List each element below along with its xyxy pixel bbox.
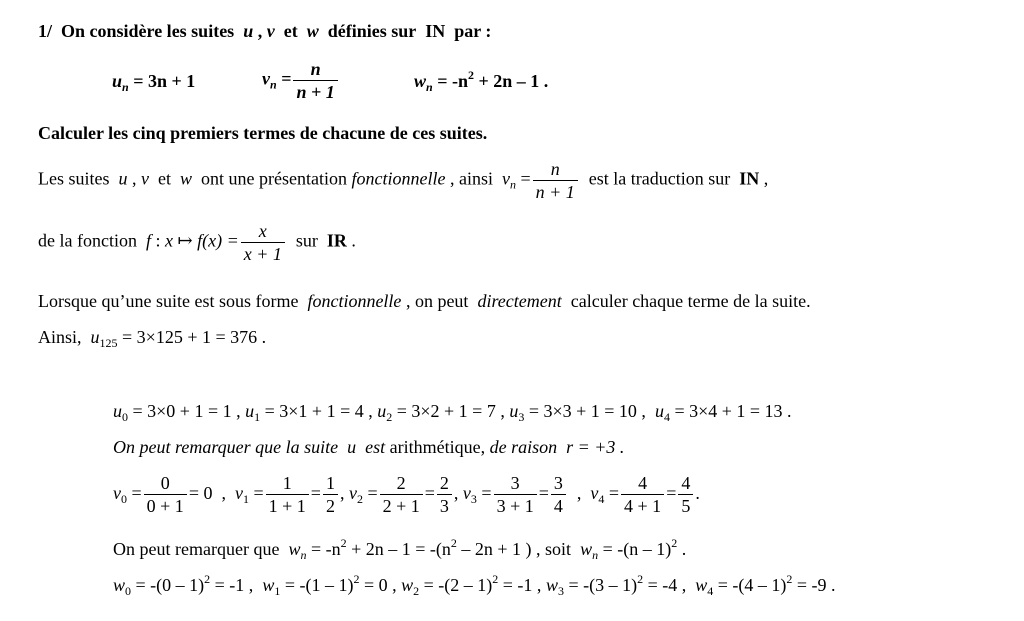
frac-num: x xyxy=(258,221,267,241)
w-rhs-1: = -n xyxy=(437,71,468,91)
emphasis: directement xyxy=(477,291,562,311)
w-definition xyxy=(414,70,548,92)
fraction xyxy=(266,472,309,517)
separator: . xyxy=(695,482,700,503)
frac-num: 0 xyxy=(160,473,170,493)
definitions-row xyxy=(112,70,195,92)
expr: = -(1 – 1) xyxy=(284,575,354,595)
u-term: $u_3 = 3\times 3 + 1 = 10$ , xyxy=(509,401,646,424)
result: = 0 xyxy=(188,482,213,503)
text: , on peut xyxy=(405,291,469,311)
frac-num: 4 xyxy=(681,473,691,493)
u-term: $u_0 = 3\times 0 + 1 = 1$ , xyxy=(113,401,241,424)
frac-den: 4 xyxy=(551,494,566,517)
rhs: = 3×125 + 1 = 376 . xyxy=(122,327,267,347)
u-definition xyxy=(112,71,196,94)
rhs: = 3×0 + 1 = 1 , xyxy=(132,401,241,421)
expr: = -(4 – 1) xyxy=(717,575,787,595)
comma: , xyxy=(132,168,137,189)
frac-num: 3 xyxy=(510,473,520,493)
result: = -9 . xyxy=(796,575,836,595)
expr: – 2n + 1 ) , soit xyxy=(461,539,572,559)
fraction xyxy=(494,472,537,517)
u-symbol: u xyxy=(112,71,123,91)
var-w: w xyxy=(180,168,193,189)
index: 0 xyxy=(125,584,132,598)
result: = 0 , xyxy=(363,575,397,595)
text: On peut remarquer que la suite xyxy=(113,437,339,457)
emphasis: fonctionnelle xyxy=(351,168,446,189)
result: = -1 , xyxy=(214,575,254,595)
w-term: $w_0 = -(0 - 1)^2 = -1$ , xyxy=(113,572,254,598)
frac-den: n + 1 xyxy=(533,180,578,203)
rhs: = 3×2 + 1 = 7 , xyxy=(396,401,505,421)
v-term: $v_3$ = $\frac{3}{3 + 1}$ = $\frac{3}{4}$ , xyxy=(462,473,582,516)
var-w: w xyxy=(306,21,319,41)
word-et: et xyxy=(283,21,298,41)
u-symbol: u xyxy=(90,327,100,347)
w-term: $w_2 = -(2 - 1)^2 = -1$ , xyxy=(401,572,542,598)
fraction xyxy=(551,472,566,517)
v-term: $v_4$ = $\frac{4}{4 + 1}$ = $\frac{4}{5}$ . xyxy=(590,473,700,516)
text: de la fonction xyxy=(38,230,137,251)
colon: : xyxy=(155,230,161,251)
text: On peut remarquer que xyxy=(113,539,280,559)
expr: = -(3 – 1) xyxy=(568,575,638,595)
index: 125 xyxy=(99,336,118,350)
comma: , xyxy=(257,21,263,41)
text: , ainsi xyxy=(449,168,493,189)
frac-num: 1 xyxy=(282,473,292,493)
fraction xyxy=(437,472,452,517)
index: 1 xyxy=(274,584,281,598)
frac-den: 3 xyxy=(437,494,452,517)
index: 4 xyxy=(707,584,714,598)
index: 2 xyxy=(386,410,393,424)
period: . xyxy=(681,539,687,559)
var-x: x xyxy=(165,230,173,251)
frac-num: n xyxy=(550,159,560,179)
text: Ainsi, xyxy=(38,327,82,347)
w-remark xyxy=(113,538,686,560)
expr: = -(2 – 1) xyxy=(423,575,493,595)
u-term: $u_2 = 3\times 2 + 1 = 7$ , xyxy=(377,401,505,424)
rhs: = 3×3 + 1 = 10 , xyxy=(528,401,646,421)
frac-den: n + 1 xyxy=(293,80,337,103)
frac-den: 2 xyxy=(323,494,338,517)
text: est xyxy=(365,437,386,457)
separator: , xyxy=(221,482,226,503)
w-terms-row xyxy=(113,574,836,596)
index: 4 xyxy=(663,410,670,424)
frac-num: 2 xyxy=(396,473,406,493)
index-n: n xyxy=(122,80,129,94)
u-terms-row xyxy=(113,400,792,422)
word-et: et xyxy=(158,168,171,189)
text: Les suites xyxy=(38,168,110,189)
frac-num: 3 xyxy=(553,473,563,493)
var-u: u xyxy=(118,168,128,189)
index: 4 xyxy=(598,491,605,506)
text: arithmétique, xyxy=(389,437,486,457)
v-fraction xyxy=(293,58,337,103)
rhs: = 3×1 + 1 = 4 , xyxy=(264,401,373,421)
fraction xyxy=(144,472,187,517)
index-n: n xyxy=(270,77,277,92)
var-f: f xyxy=(145,230,151,251)
result: = -4 , xyxy=(647,575,687,595)
paragraph-function xyxy=(38,220,356,265)
w-symbol: w xyxy=(414,71,427,91)
fraction xyxy=(621,472,664,517)
heading-text-2: définies sur xyxy=(327,21,417,41)
exponent: 2 xyxy=(340,536,347,550)
w-symbol: w xyxy=(580,539,593,559)
index-n: n xyxy=(426,80,433,94)
exercise-heading xyxy=(38,20,491,42)
expr: = -(n – 1) xyxy=(602,539,672,559)
paragraph-functional xyxy=(38,158,768,203)
w-symbol: w xyxy=(288,539,301,559)
index: 3 xyxy=(557,584,564,598)
period: . xyxy=(351,230,356,251)
frac-num: n xyxy=(310,59,321,79)
separator: , xyxy=(576,482,582,503)
index: 0 xyxy=(122,410,128,424)
v-term: $v_2$ = $\frac{2}{2 + 1}$ = $\frac{2}{3}$ , xyxy=(348,473,459,516)
w-rhs-2: + 2n – 1 . xyxy=(478,71,549,91)
expr: + 2n – 1 = -(n xyxy=(351,539,451,559)
var-v: v xyxy=(141,168,149,189)
common-difference: r = +3 . xyxy=(566,437,625,457)
u-term: $u_1 = 3\times 1 + 1 = 4$ , xyxy=(245,401,373,424)
reals-symbol: IR xyxy=(326,230,347,251)
index: 3 xyxy=(470,491,477,506)
expr: = -(0 – 1) xyxy=(135,575,205,595)
index-n: n xyxy=(509,177,516,192)
v-symbol: v xyxy=(501,168,510,189)
frac-den: x + 1 xyxy=(241,242,285,265)
index: 0 xyxy=(121,491,127,506)
result: = -1 , xyxy=(502,575,542,595)
naturals-symbol: IN xyxy=(425,21,446,41)
index: 2 xyxy=(413,584,420,598)
arithmetic-remark xyxy=(113,436,624,458)
frac-den: 0 + 1 xyxy=(144,494,187,517)
exponent: 2 xyxy=(467,68,474,82)
text: est la traduction sur xyxy=(588,168,731,189)
text: calculer chaque terme de la suite. xyxy=(570,291,811,311)
exercise-number: 1/ xyxy=(38,21,53,41)
exponent: 2 xyxy=(450,536,457,550)
maps-to-icon: ↦ xyxy=(177,230,193,251)
emphasis: fonctionnelle xyxy=(307,291,402,311)
v-term: $v_0$ = $\frac{0}{0 + 1}$ = 0 , xyxy=(113,473,226,516)
v-terms-row xyxy=(113,472,700,517)
text: Lorsque qu’une suite est sous forme xyxy=(38,291,299,311)
heading-text: On considère les suites xyxy=(61,21,235,41)
equals: = xyxy=(281,68,292,89)
f-of-x: f(x) = xyxy=(197,230,239,251)
index: 3 xyxy=(518,410,525,424)
frac-den: 3 + 1 xyxy=(494,494,537,517)
exponent: 2 xyxy=(671,536,678,550)
index-n: n xyxy=(300,548,307,562)
frac-num: 1 xyxy=(325,473,335,493)
w-term: $w_1 = -(1 - 1)^2 = 0$ , xyxy=(262,572,397,598)
frac-num: 2 xyxy=(439,473,449,493)
fraction xyxy=(380,472,423,517)
index-n: n xyxy=(592,548,599,562)
separator: , xyxy=(453,482,459,503)
expr: = -n xyxy=(310,539,341,559)
var-u: u xyxy=(243,21,254,41)
task-statement: Calculer les cinq premiers termes de chacune de ces suites. xyxy=(38,123,488,143)
frac-den: 1 + 1 xyxy=(266,494,309,517)
w-term: $w_4 = -(4 - 1)^2 = -9$ . xyxy=(695,572,836,598)
f-fraction xyxy=(241,220,285,265)
frac-den: 2 + 1 xyxy=(380,494,423,517)
text: sur xyxy=(295,230,318,251)
var-u: u xyxy=(347,437,357,457)
text: ont une présentation xyxy=(201,168,347,189)
fraction xyxy=(678,472,693,517)
w-term: $w_3 = -(3 - 1)^2 = -4$ , xyxy=(545,572,687,598)
v-definition xyxy=(262,58,340,103)
v-fraction xyxy=(533,158,578,203)
naturals-symbol: IN xyxy=(739,168,760,189)
u-term: $u_4 = 3\times 4 + 1 = 13$ . xyxy=(654,401,792,424)
index: 1 xyxy=(254,410,261,424)
u-rhs: = 3n + 1 xyxy=(133,71,196,91)
comma: , xyxy=(763,168,769,189)
separator: , xyxy=(339,482,345,503)
text: de raison xyxy=(489,437,558,457)
rhs: = 3×4 + 1 = 13 . xyxy=(674,401,792,421)
index: 2 xyxy=(356,491,363,506)
frac-den: 4 + 1 xyxy=(621,494,664,517)
paragraph-direct xyxy=(38,290,811,312)
equals: = xyxy=(520,168,531,189)
fraction xyxy=(323,472,338,517)
v-term: $v_1$ = $\frac{1}{1 + 1}$ = $\frac{1}{2}$ , xyxy=(234,473,345,516)
heading-text-3: par : xyxy=(454,21,492,41)
index: 1 xyxy=(242,491,249,506)
v-symbol: v xyxy=(262,68,270,89)
frac-num: 4 xyxy=(638,473,648,493)
var-v: v xyxy=(266,21,275,41)
frac-den: 5 xyxy=(678,494,693,517)
example-u125 xyxy=(38,326,266,348)
